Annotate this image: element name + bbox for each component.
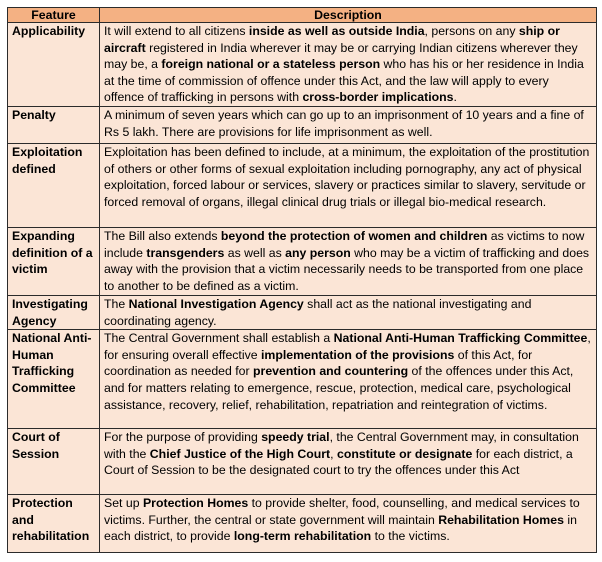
description-text: who may be a victim of trafficking and does away with the provision that a victim necessarily needs to be transported from one place to another to be defined as a victim. <box>104 245 590 293</box>
table-row <box>8 227 597 295</box>
description-cell <box>100 295 597 329</box>
description-text: of the offences under this Act, and for matters relating to emergence, rescue, protection, medical care, psychological assistance, recovery, relief, rehabilitation, repatriation and reintegration of victims. <box>104 364 574 412</box>
description-emphasis: prevention and countering <box>253 364 409 379</box>
description-text: Set up <box>104 496 143 511</box>
description-emphasis: foreign national or a stateless person <box>161 57 381 72</box>
description-text: A minimum of seven years which can go up to an imprisonment of 10 years and a fine of Rs 5 lakh. There are provisions for life imprisonment as well. <box>104 107 584 139</box>
description-cell <box>100 495 597 553</box>
feature-cell: Penalty <box>8 106 100 143</box>
description-emphasis: constitute or designate <box>337 446 473 461</box>
description-text: to the victims. <box>371 529 450 544</box>
feature-cell: National Anti-Human Trafficking Committee <box>8 330 100 429</box>
table-row <box>8 429 597 495</box>
description-cell <box>100 330 597 429</box>
description-text: as well as <box>224 245 286 260</box>
description-emphasis: beyond the protection of women and children <box>220 228 488 243</box>
description-cell <box>100 143 597 227</box>
feature-column-header: Feature <box>8 8 100 23</box>
description-emphasis: transgenders <box>146 245 225 260</box>
feature-cell: Court of Session <box>8 429 100 495</box>
description-text: registered in India wherever it may be or carrying Indian citizens wherever they may be, a <box>104 40 578 72</box>
description-emphasis: inside as well as outside India <box>248 24 425 38</box>
description-emphasis: ship or aircraft <box>104 24 560 55</box>
feature-cell: Exploitation defined <box>8 143 100 227</box>
table-row <box>8 330 597 429</box>
description-emphasis: National Investigation Agency <box>128 296 304 311</box>
description-text: , for ensuring overall effective <box>104 331 591 362</box>
description-text: For the purpose of providing <box>104 430 262 445</box>
description-text: The <box>104 296 129 311</box>
description-emphasis: Protection Homes <box>142 496 249 511</box>
description-emphasis: National Anti-Human Trafficking Committee <box>333 331 588 346</box>
description-text: The Bill also extends <box>104 228 221 243</box>
feature-cell: Protection and rehabilitation <box>8 495 100 553</box>
description-emphasis: cross-border implications <box>302 90 454 105</box>
description-text: in each district, to provide <box>104 512 577 544</box>
description-text: to provide shelter, food, counselling, and medical services to victims. Further, the central or state government will maintain <box>104 496 580 527</box>
description-text: who has his or her residence in India at the time of commission of offence under this Act, and the law will apply to every offence of trafficking in persons with <box>104 57 584 105</box>
description-text: It will extend to all citizens <box>104 24 249 38</box>
description-cell <box>100 227 597 295</box>
description-text: as victims to now include <box>104 228 585 260</box>
table-row <box>8 106 597 143</box>
feature-description-table <box>7 7 597 553</box>
description-emphasis: any person <box>285 245 351 260</box>
description-column-header: Description <box>100 8 597 23</box>
description-cell <box>100 23 597 107</box>
description-emphasis: Chief Justice of the High Court <box>149 446 331 461</box>
table-row <box>8 295 597 329</box>
description-text: , <box>330 446 337 461</box>
table-row <box>8 495 597 553</box>
description-text: , the Central Government may, in consultation with the <box>104 430 579 461</box>
description-emphasis: long-term rehabilitation <box>233 529 372 544</box>
feature-cell: Applicability <box>8 23 100 107</box>
description-text: of this Act, for coordination as needed for <box>104 347 533 379</box>
description-text: , persons on any <box>424 24 519 38</box>
description-text: shall act as the national investigating and coordinating agency. <box>104 296 532 328</box>
table-row <box>8 143 597 227</box>
header-row <box>8 8 597 23</box>
description-emphasis: implementation of the provisions <box>260 347 455 362</box>
description-text: Exploitation has been defined to include, at a minimum, the exploitation of the prostitution of others or other forms of sexual exploitation including pornography, any act of physical exploitation, forced labour or services, slavery or practices similar to slavery, servitude or forced removal of organs, illegal clinical drug trials or illegal bio-medical research. <box>104 144 590 209</box>
description-cell <box>100 429 597 495</box>
table-row <box>8 23 597 107</box>
description-text: The Central Government shall establish a <box>104 331 334 346</box>
description-emphasis: speedy trial <box>261 430 330 445</box>
description-text: . <box>453 90 457 105</box>
description-cell <box>100 106 597 143</box>
description-text: for each district, a Court of Session to be the designated court to try the offences under this Act <box>104 446 573 478</box>
feature-cell: Investigating Agency <box>8 295 100 329</box>
description-emphasis: Rehabilitation Homes <box>438 512 564 527</box>
feature-cell: Expanding definition of a victim <box>8 227 100 295</box>
